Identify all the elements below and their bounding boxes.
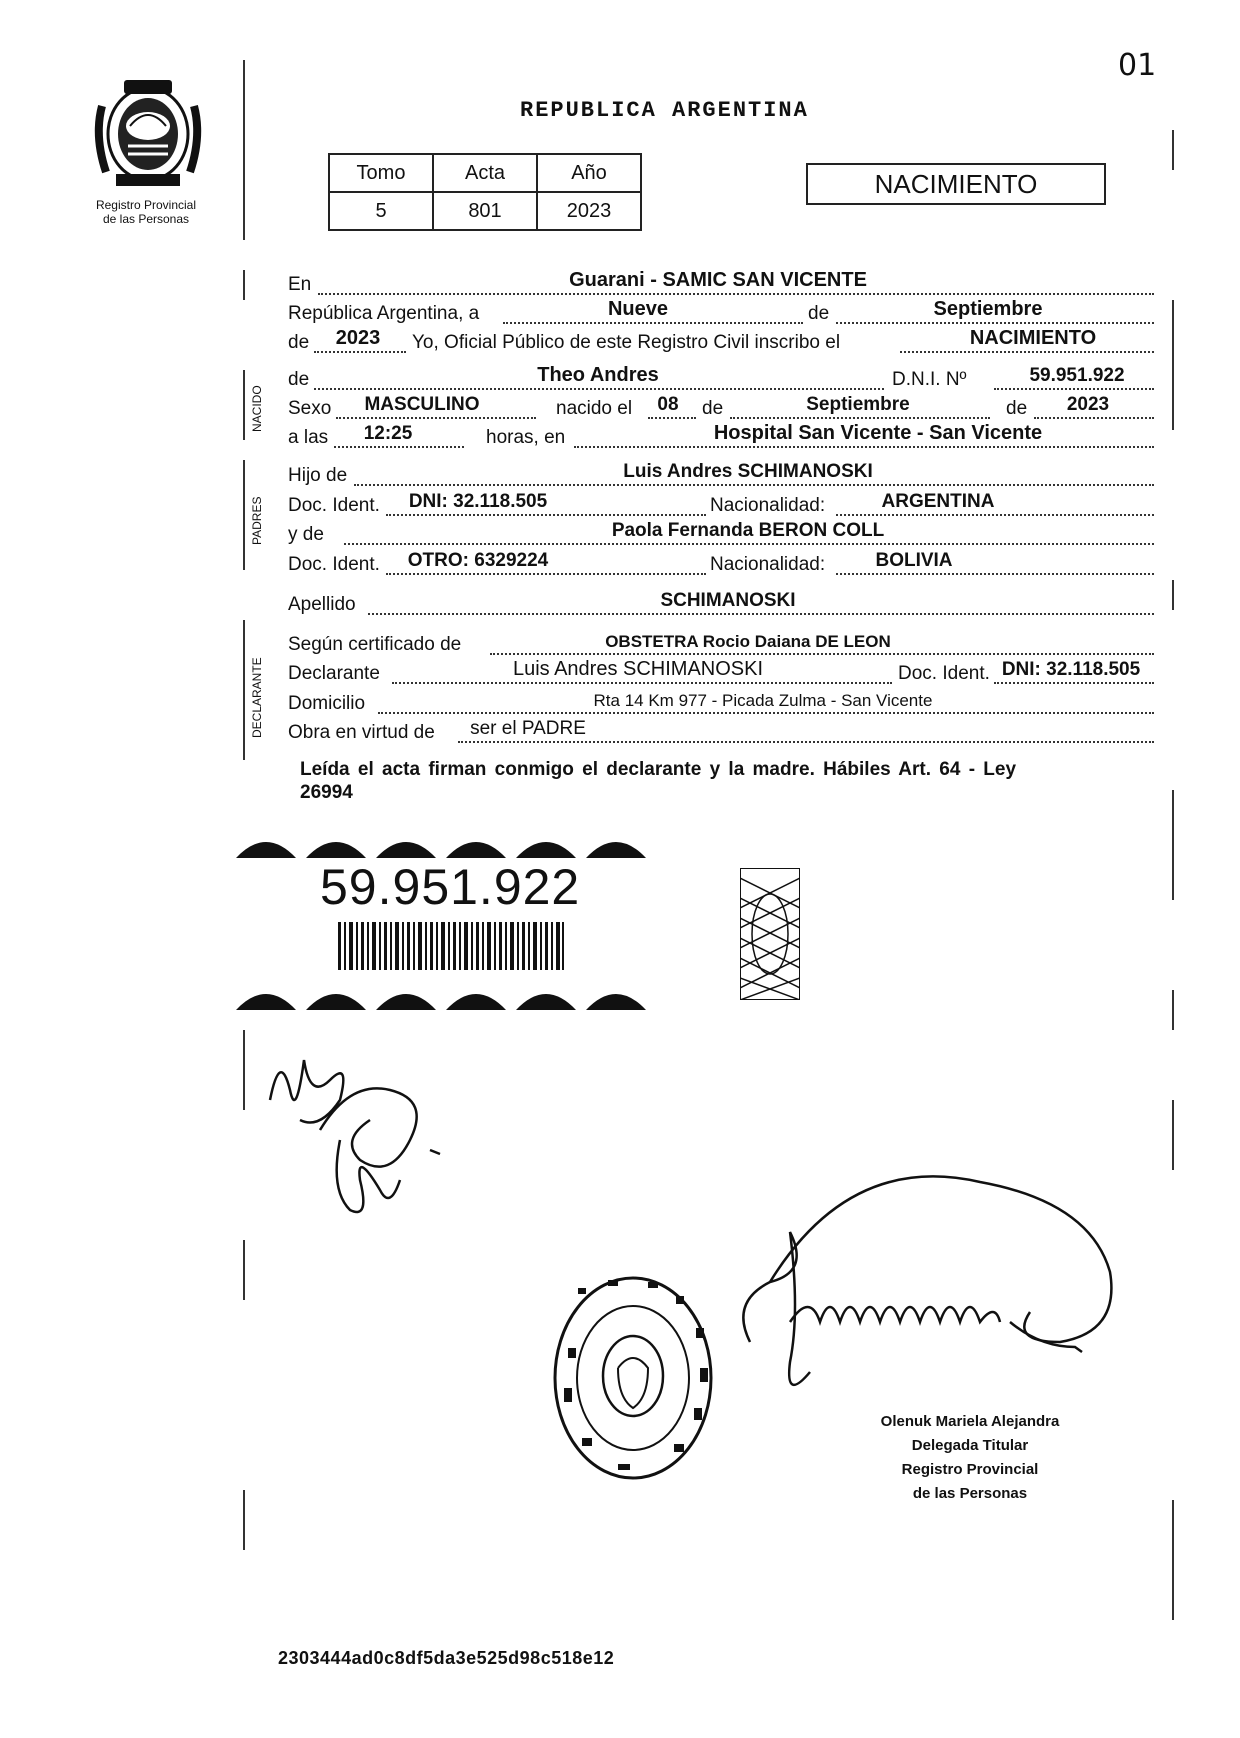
- closing-statement: Leída el acta firman conmigo el declarante y la madre. Hábiles Art. 64 - Ley 26994: [300, 759, 1017, 803]
- margin-line: [1172, 1100, 1174, 1170]
- document-hash: 2303444ad0c8df5da3e525d98c518e12: [278, 1648, 615, 1668]
- value-lugar: Guarani - SAMIC SAN VICENTE: [569, 269, 867, 291]
- row-lugar: [288, 268, 1154, 298]
- dotted-line: [994, 388, 1154, 390]
- declarant-signature: [260, 1040, 460, 1230]
- row-obra: [288, 716, 1154, 746]
- dotted-line: [314, 388, 884, 390]
- dotted-line: [490, 653, 1154, 655]
- row-nombre: [288, 363, 1154, 393]
- row-declarante: [288, 657, 1154, 687]
- label-dni: D.N.I. Nº: [892, 369, 967, 390]
- value-anio-nac: 2023: [1066, 394, 1110, 415]
- value-sexo: MASCULINO: [364, 394, 480, 415]
- row-madre-doc: [288, 548, 1154, 578]
- value-declarante: Luis Andres SCHIMANOSKI: [512, 658, 764, 680]
- dotted-line: [386, 573, 706, 575]
- dotted-line: [368, 613, 1154, 615]
- row-acto: [288, 326, 1154, 356]
- label-obra: Obra en virtud de: [288, 722, 435, 743]
- value-obra: ser el PADRE: [470, 718, 586, 739]
- label-oficial: Yo, Oficial Público de este Registro Civil inscribo el: [412, 332, 841, 353]
- value-mes: Septiembre: [933, 298, 1043, 320]
- value-madre: Paola Fernanda BERON COLL: [611, 520, 885, 541]
- label-de: de: [808, 303, 830, 324]
- margin-line: [243, 60, 245, 240]
- record-value: 801: [433, 192, 537, 230]
- record-value: 2023: [537, 192, 641, 230]
- margin-line: [1172, 990, 1174, 1030]
- value-dia-nac: 08: [657, 394, 679, 415]
- dotted-line: [836, 514, 1154, 516]
- label-de3: de: [1006, 398, 1028, 419]
- value-padre: Luis Andres SCHIMANOSKI: [623, 461, 873, 482]
- dotted-line: [994, 682, 1154, 684]
- value-padre-nac: ARGENTINA: [881, 491, 995, 512]
- row-domicilio: [288, 687, 1154, 717]
- document-title: REPUBLICA ARGENTINA: [520, 98, 809, 123]
- value-declarante-doc: DNI: 32.118.505: [1001, 659, 1141, 680]
- label-de2: de: [702, 398, 724, 419]
- margin-line: [1172, 130, 1174, 170]
- row-fecha: [288, 297, 1154, 327]
- side-label-declarante: DECLARANTE: [250, 657, 264, 738]
- dotted-line: [900, 351, 1154, 353]
- value-madre-doc: OTRO: 6329224: [407, 550, 549, 571]
- side-label-padres: PADRES: [250, 496, 264, 545]
- row-certificado: [288, 628, 1154, 658]
- margin-line: [243, 620, 245, 760]
- stamp-pattern-band: [236, 982, 684, 1010]
- value-anio: 2023: [335, 327, 381, 349]
- label-nacionalidad: Nacionalidad:: [710, 554, 826, 575]
- row-madre: [288, 518, 1154, 548]
- dotted-line: [378, 712, 1154, 714]
- margin-line: [243, 1030, 245, 1110]
- record-table: [328, 153, 642, 231]
- margin-line: [1172, 790, 1174, 900]
- value-apellido: SCHIMANOSKI: [660, 590, 796, 611]
- official-round-seal: [548, 1268, 718, 1488]
- margin-line: [243, 460, 245, 570]
- official-signature: [730, 1172, 1130, 1402]
- record-value: 5: [329, 192, 433, 230]
- row-sexo: [288, 392, 1154, 422]
- margin-line: [243, 1240, 245, 1300]
- label-sexo: Sexo: [288, 398, 332, 419]
- margin-line: [243, 1490, 245, 1550]
- label-y-de: y de: [288, 524, 324, 545]
- value-padre-doc: DNI: 32.118.505: [408, 491, 548, 512]
- row-apellido: [288, 588, 1154, 618]
- label-nacionalidad: Nacionalidad:: [710, 495, 826, 516]
- value-lugar-nac: Hospital San Vicente - San Vicente: [713, 422, 1043, 444]
- dotted-line: [386, 514, 706, 516]
- dotted-line: [334, 446, 464, 448]
- label-republica: República Argentina, a: [288, 303, 480, 324]
- dotted-line: [458, 741, 1154, 743]
- value-acto: NACIMIENTO: [969, 327, 1097, 349]
- dotted-line: [318, 293, 1154, 295]
- margin-line: [243, 370, 245, 440]
- margin-line: [243, 270, 245, 300]
- row-padre-doc: [288, 489, 1154, 519]
- label-declarante: Declarante: [288, 663, 380, 684]
- dotted-line: [730, 417, 990, 419]
- provincial-coat-of-arms-logo: [88, 76, 208, 196]
- value-madre-nac: BOLIVIA: [875, 550, 953, 571]
- label-a-las: a las: [288, 427, 329, 448]
- dotted-line: [574, 446, 1154, 448]
- dotted-line: [503, 322, 803, 324]
- value-dia: Nueve: [607, 298, 669, 320]
- document-type-box: NACIMIENTO: [806, 163, 1106, 205]
- dotted-line: [648, 417, 696, 419]
- label-de-year: de: [288, 332, 310, 353]
- label-en: En: [288, 274, 312, 295]
- label-segun: Según certificado de: [288, 634, 462, 655]
- dotted-line: [1034, 417, 1154, 419]
- row-hora: [288, 421, 1154, 451]
- dotted-line: [314, 351, 406, 353]
- label-domicilio: Domicilio: [288, 693, 366, 714]
- label-doc-ident: Doc. Ident.: [288, 554, 380, 575]
- label-apellido: Apellido: [288, 594, 356, 615]
- dotted-line: [836, 573, 1154, 575]
- dotted-line: [354, 484, 1154, 486]
- record-header: Año: [537, 154, 641, 192]
- logo-caption: Registro Provincial de las Personas: [95, 198, 197, 226]
- value-certificado: OBSTETRA Rocio Daiana DE LEON: [605, 632, 891, 651]
- value-nombre: Theo Andres: [537, 364, 659, 386]
- side-label-nacido: NACIDO: [250, 385, 264, 432]
- value-mes-nac: Septiembre: [806, 394, 910, 415]
- label-hijo-de: Hijo de: [288, 465, 348, 486]
- margin-line: [1172, 1500, 1174, 1620]
- label-doc-ident-decl: Doc. Ident.: [898, 663, 990, 684]
- dotted-line: [344, 543, 1154, 545]
- page-number: 01: [1118, 48, 1157, 83]
- record-header: Acta: [433, 154, 537, 192]
- stamp-pattern-band: [236, 830, 684, 858]
- stamp-dni-number: 59.951.922: [320, 859, 581, 915]
- value-dni: 59.951.922: [1029, 365, 1125, 386]
- security-hologram: [740, 868, 800, 1000]
- row-padre: [288, 459, 1154, 489]
- record-header: Tomo: [329, 154, 433, 192]
- official-signature-caption: Olenuk Mariela Alejandra Delegada Titular Registro Provincial de las Personas: [880, 1413, 1060, 1502]
- barcode: [338, 922, 564, 970]
- label-nacido-el: nacido el: [556, 398, 633, 419]
- dotted-line: [336, 417, 536, 419]
- label-horas-en: horas, en: [486, 427, 566, 448]
- value-domicilio: Rta 14 Km 977 - Picada Zulma - San Vicente: [593, 691, 933, 710]
- dotted-line: [392, 682, 892, 684]
- label-doc-ident: Doc. Ident.: [288, 495, 380, 516]
- margin-line: [1172, 580, 1174, 610]
- value-hora: 12:25: [363, 423, 413, 444]
- label-de-name: de: [288, 369, 310, 390]
- margin-line: [1172, 300, 1174, 430]
- dotted-line: [836, 322, 1154, 324]
